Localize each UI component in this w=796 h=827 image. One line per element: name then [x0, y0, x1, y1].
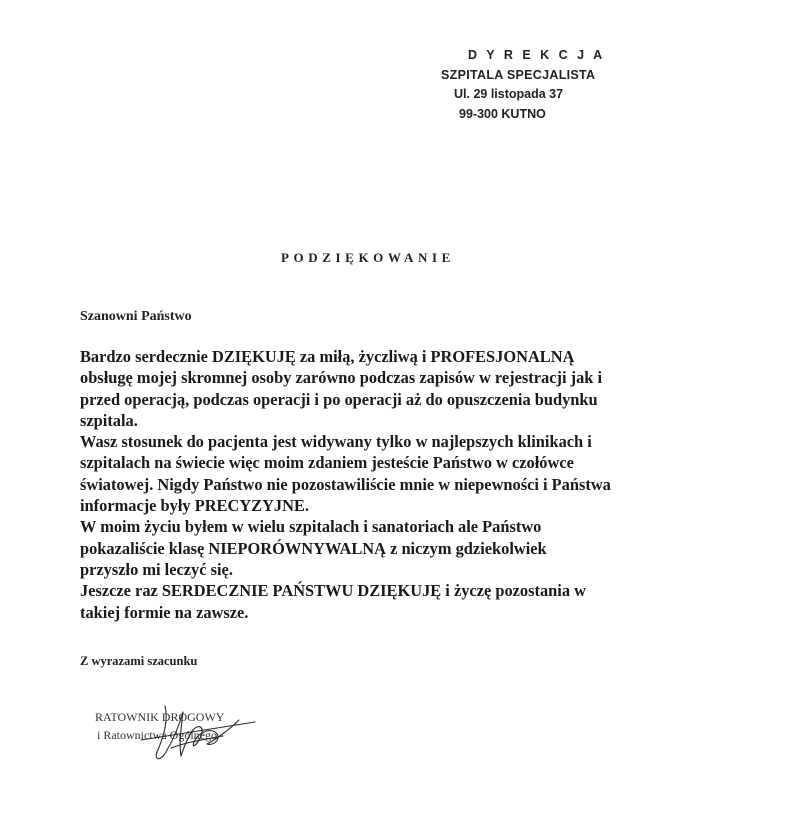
body-line: informacje były PRECYZYJNE.	[80, 496, 309, 516]
stamp-line-2: i Ratownictwa Ogólnego	[97, 728, 217, 742]
stamp-line-1: RATOWNIK DROGOWY	[95, 710, 225, 724]
greeting: Szanowni Państwo	[80, 309, 192, 324]
handwritten-signature-icon	[135, 700, 265, 770]
letter-title: PODZIĘKOWANIE	[281, 250, 455, 265]
address-block	[420, 46, 620, 124]
body-line: szpitala.	[80, 410, 138, 430]
address-line-3: Ul. 29 listopada 37	[454, 87, 564, 101]
body-line: W moim życiu byłem w wielu szpitalach i sanatoriach ale Państwo	[80, 517, 542, 537]
body-line: Jeszcze raz SERDECZNIE PAŃSTWU DZIĘKUJĘ i życzę pozostania w	[80, 581, 586, 601]
body-line: przed operacją, podczas operacji i po operacji aż do opuszczenia budynku	[80, 389, 598, 409]
body-line: pokazaliście klasę NIEPORÓWNYWALNĄ z niczym gdziekolwiek	[80, 538, 547, 558]
address-line-2: SZPITALA SPECJALISTA	[441, 67, 596, 82]
body-line: przyszło mi leczyć się.	[80, 559, 233, 579]
body-line: szpitalach na świecie więc moim zdaniem jesteście Państwo w czołówce	[80, 453, 574, 473]
address-line-1: D Y R E K C J A	[468, 48, 606, 62]
body-line: takiej formie na zawsze.	[80, 602, 249, 622]
body-line: światowej. Nigdy Państwo nie pozostawiliście mnie w niepewności i Państwa	[80, 474, 611, 494]
body-line: Wasz stosunek do pacjenta jest widywany tylko w najlepszych klinikach i	[80, 432, 592, 452]
letter-body	[80, 346, 760, 623]
address-line-4: 99-300 KUTNO	[459, 106, 546, 121]
body-line: obsługę mojej skromnej osoby zarówno podczas zapisów w rejestracji jak i	[80, 368, 603, 388]
body-line: Bardzo serdecznie DZIĘKUJĘ za miłą, życzliwą i PROFESJONALNĄ	[80, 347, 575, 366]
closing-line: Z wyrazami szacunku	[80, 654, 198, 668]
